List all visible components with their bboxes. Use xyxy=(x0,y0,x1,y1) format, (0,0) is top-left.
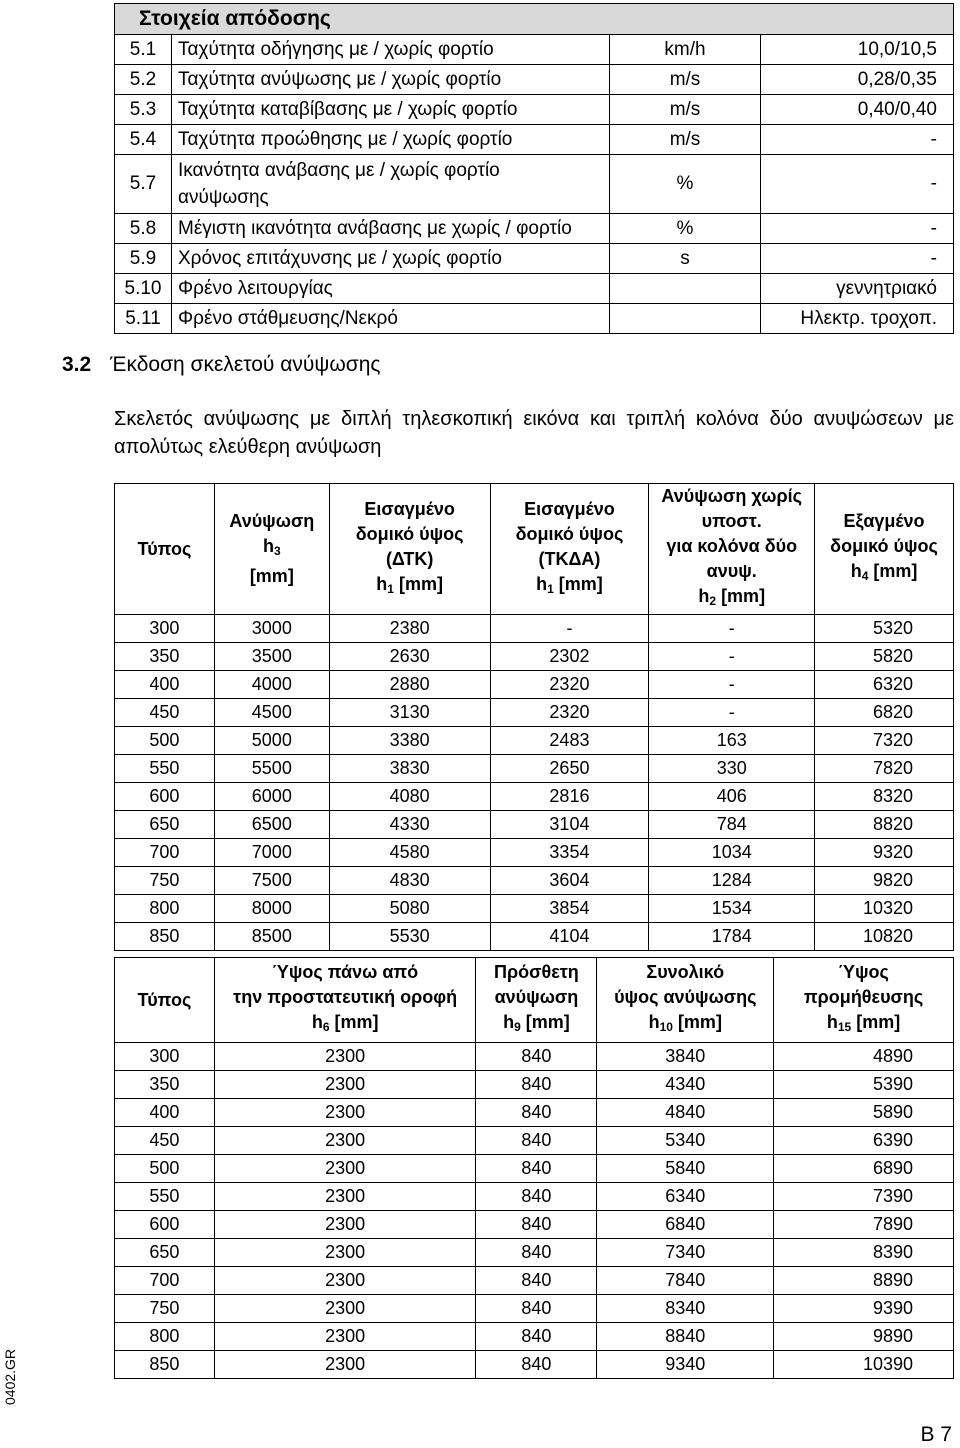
performance-heading-row xyxy=(115,4,954,35)
row-label: Ταχύτητα προώθησης με / χωρίς φορτίο xyxy=(172,125,610,155)
table-cell: 163 xyxy=(649,727,815,755)
col-retracted-tk-h1: Εισαγμένο δομικό ύψος (ΔΤΚ) $h_1$ [mm] xyxy=(329,484,490,615)
table-cell: 2300 xyxy=(214,1183,476,1211)
table-cell: 2300 xyxy=(214,1267,476,1295)
table-row xyxy=(115,783,954,811)
table-cell: 8820 xyxy=(815,811,954,839)
table-cell: 3830 xyxy=(329,755,490,783)
table-cell: 10320 xyxy=(815,895,954,923)
row-label: Χρόνος επιτάχυνσης με / χωρίς φορτίο xyxy=(172,244,610,274)
table-cell: 840 xyxy=(476,1295,597,1323)
table-cell: 1534 xyxy=(649,895,815,923)
table-cell: 840 xyxy=(476,1071,597,1099)
row-value: - xyxy=(761,155,954,214)
table-cell: 3354 xyxy=(490,839,649,867)
table-cell: 650 xyxy=(115,811,215,839)
table-cell: 7500 xyxy=(214,867,329,895)
table-cell: 5840 xyxy=(597,1155,774,1183)
table-cell: 6890 xyxy=(774,1155,954,1183)
row-unit: m/s xyxy=(610,125,761,155)
row-number: 5.4 xyxy=(115,125,172,155)
table-cell: 7390 xyxy=(774,1183,954,1211)
table-header-row xyxy=(115,484,954,615)
row-number: 5.3 xyxy=(115,95,172,125)
table-cell: 840 xyxy=(476,1267,597,1295)
table-cell: 700 xyxy=(115,1267,215,1295)
table-cell: 5530 xyxy=(329,923,490,951)
table-cell: 7890 xyxy=(774,1211,954,1239)
table-cell: 5340 xyxy=(597,1127,774,1155)
table-cell: 450 xyxy=(115,1127,215,1155)
table-cell: 2300 xyxy=(214,1351,476,1379)
table-cell: 3854 xyxy=(490,895,649,923)
table-cell: 2650 xyxy=(490,755,649,783)
table-cell: 3840 xyxy=(597,1043,774,1071)
performance-row xyxy=(115,274,954,304)
table-cell: 330 xyxy=(649,755,815,783)
table-cell: - xyxy=(649,671,815,699)
section-description: Σκελετός ανύψωσης με διπλή τηλεσκοπική εικόνα και τριπλή κολόνα δύο ανυψώσεων με απολύτως ελεύθερη ανύψωση xyxy=(114,408,954,458)
row-value: Ηλεκτρ. τροχοπ. xyxy=(761,304,954,334)
row-unit: % xyxy=(610,214,761,244)
table-cell: 840 xyxy=(476,1323,597,1351)
table-cell: 7320 xyxy=(815,727,954,755)
col-above-guard-h6: Ύψος πάνω από την προστατευτική οροφή $h_6$ [mm] xyxy=(214,958,476,1043)
table-cell: 2300 xyxy=(214,1211,476,1239)
table-cell: 700 xyxy=(115,839,215,867)
table-cell: 5320 xyxy=(815,615,954,643)
lift-heights-table xyxy=(114,957,954,1379)
row-unit: m/s xyxy=(610,65,761,95)
table-cell: 4000 xyxy=(214,671,329,699)
table-cell: 3104 xyxy=(490,811,649,839)
table-cell: 8500 xyxy=(214,923,329,951)
table-row xyxy=(115,1323,954,1351)
table-cell: 840 xyxy=(476,1155,597,1183)
document-code: 0402.GR xyxy=(2,1348,18,1405)
row-number: 5.1 xyxy=(115,35,172,65)
table-cell: 406 xyxy=(649,783,815,811)
performance-row xyxy=(115,304,954,334)
table-cell: 550 xyxy=(115,755,215,783)
table-cell: 3000 xyxy=(214,615,329,643)
section-title xyxy=(62,353,381,377)
row-unit: % xyxy=(610,155,761,214)
table-cell: 6390 xyxy=(774,1127,954,1155)
table-cell: 2300 xyxy=(214,1043,476,1071)
table-cell: 400 xyxy=(115,1099,215,1127)
table-cell: 600 xyxy=(115,783,215,811)
row-number: 5.11 xyxy=(115,304,172,334)
table-cell: 450 xyxy=(115,699,215,727)
table-cell: 8840 xyxy=(597,1323,774,1351)
table-cell: 2302 xyxy=(490,643,649,671)
row-number: 5.10 xyxy=(115,274,172,304)
table-cell: 4340 xyxy=(597,1071,774,1099)
table-row xyxy=(115,755,954,783)
table-cell: 4500 xyxy=(214,699,329,727)
table-cell: 9820 xyxy=(815,867,954,895)
table-cell: - xyxy=(649,699,815,727)
table-cell: 750 xyxy=(115,867,215,895)
table-cell: 800 xyxy=(115,1323,215,1351)
table-row xyxy=(115,1351,954,1379)
table-cell: 9390 xyxy=(774,1295,954,1323)
table-cell: 7820 xyxy=(815,755,954,783)
row-value: - xyxy=(761,214,954,244)
table-cell: 3130 xyxy=(329,699,490,727)
row-value: 10,0/10,5 xyxy=(761,35,954,65)
table-cell: 840 xyxy=(476,1099,597,1127)
table-cell: 350 xyxy=(115,1071,215,1099)
table-cell: 2880 xyxy=(329,671,490,699)
table-row xyxy=(115,1211,954,1239)
row-label: Φρένο λειτουργίας xyxy=(172,274,610,304)
table-cell: 300 xyxy=(115,615,215,643)
table-cell: 5000 xyxy=(214,727,329,755)
table-row xyxy=(115,643,954,671)
table-cell: 7000 xyxy=(214,839,329,867)
table-cell: 2320 xyxy=(490,671,649,699)
table-cell: 2630 xyxy=(329,643,490,671)
section-title-text: Έκδοση σκελετού ανύψωσης xyxy=(110,353,381,376)
table-row xyxy=(115,671,954,699)
table-cell: 500 xyxy=(115,1155,215,1183)
performance-row xyxy=(115,65,954,95)
col-retracted-tkda-h1: Εισαγμένο δομικό ύψος (ΤΚΔΑ) $h_1$ [mm] xyxy=(490,484,649,615)
table-cell: 7840 xyxy=(597,1267,774,1295)
table-cell: 1284 xyxy=(649,867,815,895)
table-row xyxy=(115,699,954,727)
table-row xyxy=(115,923,954,951)
table-cell: 5080 xyxy=(329,895,490,923)
col-additional-h9: Πρόσθετη ανύψωση $h_9$ [mm] xyxy=(476,958,597,1043)
table-row xyxy=(115,867,954,895)
table-cell: 840 xyxy=(476,1183,597,1211)
table-cell: 4840 xyxy=(597,1099,774,1127)
table-row xyxy=(115,811,954,839)
table-cell: 1784 xyxy=(649,923,815,951)
table-cell: 2320 xyxy=(490,699,649,727)
performance-row xyxy=(115,214,954,244)
table-cell: 6000 xyxy=(214,783,329,811)
table-cell: 5500 xyxy=(214,755,329,783)
table-cell: 5390 xyxy=(774,1071,954,1099)
table-row xyxy=(115,1071,954,1099)
row-label: Ταχύτητα καταβίβασης με / χωρίς φορτίο xyxy=(172,95,610,125)
table-cell: 550 xyxy=(115,1183,215,1211)
table-row xyxy=(115,839,954,867)
table-cell: 3604 xyxy=(490,867,649,895)
table-cell: 8390 xyxy=(774,1239,954,1267)
row-value: 0,28/0,35 xyxy=(761,65,954,95)
table-cell: 3500 xyxy=(214,643,329,671)
table-cell: 4080 xyxy=(329,783,490,811)
table-cell: 9320 xyxy=(815,839,954,867)
col-type: Τύπος xyxy=(115,958,215,1043)
row-unit: s xyxy=(610,244,761,274)
row-number: 5.9 xyxy=(115,244,172,274)
row-label: Μέγιστη ικανότητα ανάβασης με χωρίς / φορτίο xyxy=(172,214,610,244)
table-cell: 5890 xyxy=(774,1099,954,1127)
row-unit: m/s xyxy=(610,95,761,125)
table-cell: 4104 xyxy=(490,923,649,951)
table-cell: 8890 xyxy=(774,1267,954,1295)
table-cell: 300 xyxy=(115,1043,215,1071)
row-unit: km/h xyxy=(610,35,761,65)
col-type: Τύπος xyxy=(115,484,215,615)
table-cell: 2300 xyxy=(214,1295,476,1323)
table-header-row xyxy=(115,958,954,1043)
row-value: 0,40/0,40 xyxy=(761,95,954,125)
col-extended-h4: Εξαγμένο δομικό ύψος $h_4$ [mm] xyxy=(815,484,954,615)
table-cell: 800 xyxy=(115,895,215,923)
table-cell: 400 xyxy=(115,671,215,699)
table-cell: 10390 xyxy=(774,1351,954,1379)
table-cell: 2483 xyxy=(490,727,649,755)
table-row xyxy=(115,1099,954,1127)
table-cell: 2300 xyxy=(214,1099,476,1127)
table-cell: 9340 xyxy=(597,1351,774,1379)
row-label: Ταχύτητα ανύψωσης με / χωρίς φορτίο xyxy=(172,65,610,95)
table-cell: 2816 xyxy=(490,783,649,811)
performance-row xyxy=(115,155,954,214)
col-total-h10: Συνολικό ύψος ανύψωσης $h_{10}$ [mm] xyxy=(597,958,774,1043)
table-row xyxy=(115,895,954,923)
performance-row xyxy=(115,244,954,274)
row-label: Φρένο στάθμευσης/Νεκρό xyxy=(172,304,610,334)
table-cell: 650 xyxy=(115,1239,215,1267)
table-cell: - xyxy=(649,643,815,671)
table-cell: 10820 xyxy=(815,923,954,951)
table-cell: 840 xyxy=(476,1043,597,1071)
table-cell: 6340 xyxy=(597,1183,774,1211)
row-value: - xyxy=(761,244,954,274)
row-value: γεννητριακό xyxy=(761,274,954,304)
table-cell: 5820 xyxy=(815,643,954,671)
performance-row xyxy=(115,95,954,125)
performance-row xyxy=(115,125,954,155)
table-cell: 840 xyxy=(476,1211,597,1239)
table-cell: 350 xyxy=(115,643,215,671)
table-row xyxy=(115,1267,954,1295)
mast-dimensions-table xyxy=(114,483,954,951)
performance-table xyxy=(114,3,954,334)
row-number: 5.7 xyxy=(115,155,172,214)
table-cell: 2300 xyxy=(214,1071,476,1099)
table-row xyxy=(115,1183,954,1211)
table-cell: 840 xyxy=(476,1127,597,1155)
table-row xyxy=(115,727,954,755)
table-cell: 2380 xyxy=(329,615,490,643)
row-value: - xyxy=(761,125,954,155)
table-cell: 784 xyxy=(649,811,815,839)
col-free-lift-h2: Ανύψωση χωρίς υποστ. για κολόνα δύο ανυψ. $h_2$ [mm] xyxy=(649,484,815,615)
row-number: 5.8 xyxy=(115,214,172,244)
performance-row xyxy=(115,35,954,65)
table-cell: 8340 xyxy=(597,1295,774,1323)
performance-heading: Στοιχεία απόδοσης xyxy=(115,4,954,35)
table-cell: 2300 xyxy=(214,1239,476,1267)
table-cell: 840 xyxy=(476,1239,597,1267)
table-row xyxy=(115,1043,954,1071)
table-cell: 850 xyxy=(115,1351,215,1379)
row-unit xyxy=(610,304,761,334)
table-cell: 4830 xyxy=(329,867,490,895)
row-unit xyxy=(610,274,761,304)
table-cell: 4580 xyxy=(329,839,490,867)
table-row xyxy=(115,1239,954,1267)
table-cell: 750 xyxy=(115,1295,215,1323)
table-cell: - xyxy=(490,615,649,643)
table-cell: 1034 xyxy=(649,839,815,867)
table-row xyxy=(115,615,954,643)
table-cell: 8000 xyxy=(214,895,329,923)
table-cell: 6500 xyxy=(214,811,329,839)
table-cell: 2300 xyxy=(214,1155,476,1183)
col-lift-h3: Ανύψωση $h_3$ [mm] xyxy=(214,484,329,615)
table-cell: 4890 xyxy=(774,1043,954,1071)
table-cell: 4330 xyxy=(329,811,490,839)
table-cell: - xyxy=(649,615,815,643)
table-cell: 500 xyxy=(115,727,215,755)
section-number: 3.2 xyxy=(62,353,92,376)
table-cell: 2300 xyxy=(214,1323,476,1351)
table-cell: 840 xyxy=(476,1351,597,1379)
row-label: Ικανότητα ανάβασης με / χωρίς φορτίο ανύψωσης xyxy=(172,155,610,214)
table-cell: 9890 xyxy=(774,1323,954,1351)
table-cell: 7340 xyxy=(597,1239,774,1267)
row-label: Ταχύτητα οδήγησης με / χωρίς φορτίο xyxy=(172,35,610,65)
table-row xyxy=(115,1295,954,1323)
col-delivery-h15: Ύψος προμήθευσης $h_{15}$ [mm] xyxy=(774,958,954,1043)
table-cell: 3380 xyxy=(329,727,490,755)
table-cell: 8320 xyxy=(815,783,954,811)
table-row xyxy=(115,1127,954,1155)
table-cell: 6320 xyxy=(815,671,954,699)
table-cell: 6840 xyxy=(597,1211,774,1239)
table-cell: 6820 xyxy=(815,699,954,727)
row-number: 5.2 xyxy=(115,65,172,95)
page-number: B 7 xyxy=(920,1423,952,1446)
table-row xyxy=(115,1155,954,1183)
table-cell: 2300 xyxy=(214,1127,476,1155)
table-cell: 850 xyxy=(115,923,215,951)
table-cell: 600 xyxy=(115,1211,215,1239)
